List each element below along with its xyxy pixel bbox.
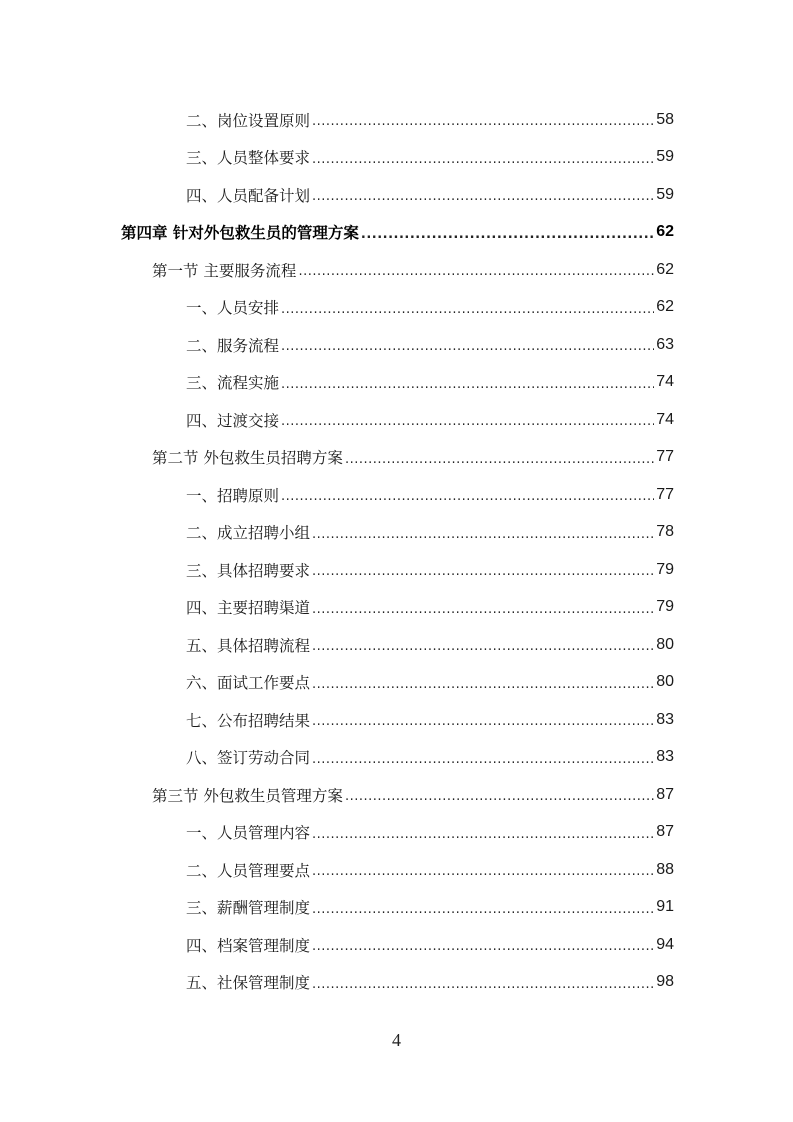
dot-leader	[345, 452, 654, 467]
page-number: 4	[392, 1030, 401, 1050]
dot-leader	[312, 564, 654, 579]
toc-entry-page: 98	[656, 973, 674, 990]
dot-leader	[361, 227, 654, 242]
toc-entry-title: 二、服务流程	[186, 336, 280, 355]
toc-entry-page: 59	[656, 148, 674, 165]
dot-leader	[281, 377, 654, 392]
toc-entry[interactable]	[186, 964, 674, 1001]
dot-leader	[312, 527, 654, 542]
toc-entry-page: 88	[656, 860, 674, 878]
toc-entry-page: 62	[656, 298, 674, 315]
dot-leader	[281, 489, 654, 504]
toc-entry-page: 79	[656, 598, 674, 615]
toc-entry-page: 80	[656, 635, 674, 653]
toc-entry[interactable]	[186, 101, 674, 138]
dot-leader	[312, 677, 654, 692]
toc-entry-title: 六、面试工作要点	[186, 674, 311, 692]
toc-entry-page: 74	[656, 373, 674, 390]
toc-entry-page: 63	[656, 335, 674, 353]
toc-entry-title: 二、岗位设置原则	[186, 111, 311, 130]
dot-leader	[298, 264, 654, 279]
toc-entry-title: 五、具体招聘流程	[186, 636, 311, 655]
toc-entry[interactable]	[186, 176, 674, 213]
toc-entry[interactable]	[186, 664, 674, 701]
toc-entry-page: 83	[656, 748, 674, 765]
toc-entry-page: 87	[656, 785, 674, 803]
toc-entry-title: 一、招聘原则	[186, 486, 280, 505]
dot-leader	[312, 189, 654, 204]
toc-entry-page: 74	[656, 410, 674, 428]
toc-entry[interactable]	[186, 739, 674, 776]
dot-leader	[345, 789, 654, 804]
toc-entry[interactable]	[186, 589, 674, 626]
dot-leader	[312, 752, 654, 767]
toc-entry-title: 四、档案管理制度	[186, 936, 311, 955]
toc-entry[interactable]	[186, 551, 674, 588]
toc-entry[interactable]	[186, 326, 674, 363]
toc-entry-title: 第二节 外包救生员招聘方案	[152, 449, 343, 467]
toc-entry-title: 三、薪酬管理制度	[186, 899, 311, 917]
toc-entry-page: 77	[656, 448, 674, 465]
toc-entry[interactable]	[186, 476, 674, 513]
toc-entry-title: 二、人员管理要点	[186, 861, 311, 880]
toc-entry-title: 八、签订劳动合同	[186, 749, 311, 767]
toc-entry-title: 三、具体招聘要求	[186, 561, 311, 580]
toc-entry[interactable]	[186, 851, 674, 888]
toc-entry-page: 80	[656, 673, 674, 690]
dot-leader	[281, 302, 654, 317]
toc-entry[interactable]	[186, 514, 674, 551]
toc-entry[interactable]	[186, 701, 674, 738]
toc-entry-title: 四、人员配备计划	[186, 186, 311, 205]
toc-entry-page: 78	[656, 523, 674, 540]
toc-entry-page: 94	[656, 935, 674, 953]
toc-entry-page: 87	[656, 823, 674, 840]
dot-leader	[312, 639, 654, 654]
toc-entry-title: 三、人员整体要求	[186, 149, 311, 167]
toc-entry-title: 四、过渡交接	[186, 411, 280, 430]
toc-entry-title: 二、成立招聘小组	[186, 524, 311, 542]
toc-entry-title: 第四章 针对外包救生员的管理方案	[121, 224, 359, 242]
toc-entry-title: 一、人员安排	[186, 299, 280, 317]
toc-entry[interactable]	[186, 926, 674, 963]
toc-entry[interactable]	[186, 626, 674, 663]
toc-entry[interactable]	[186, 814, 674, 851]
dot-leader	[312, 977, 654, 992]
dot-leader	[312, 114, 654, 129]
toc-chapter-entry[interactable]	[121, 214, 674, 251]
toc-entry-page: 59	[656, 185, 674, 203]
toc-entry-page: 62	[656, 260, 674, 278]
toc-entry-title: 七、公布招聘结果	[186, 711, 311, 730]
toc-entry-title: 三、流程实施	[186, 374, 280, 392]
dot-leader	[281, 339, 654, 354]
dot-leader	[312, 902, 654, 917]
toc-entry[interactable]	[186, 364, 674, 401]
toc-entry-page: 58	[656, 110, 674, 128]
dot-leader	[312, 714, 654, 729]
dot-leader	[312, 864, 654, 879]
toc-section-entry[interactable]	[152, 776, 674, 813]
toc-entry[interactable]	[186, 401, 674, 438]
toc-entry-title: 四、主要招聘渠道	[186, 599, 311, 617]
toc-entry-title: 第一节 主要服务流程	[152, 261, 297, 280]
toc-entry-page: 62	[656, 223, 674, 240]
toc-entry[interactable]	[186, 889, 674, 926]
toc-entry[interactable]	[186, 139, 674, 176]
toc-entry-page: 79	[656, 560, 674, 578]
dot-leader	[281, 414, 654, 429]
toc-section-entry[interactable]	[152, 251, 674, 288]
dot-leader	[312, 939, 654, 954]
toc-entry-title: 五、社保管理制度	[186, 974, 311, 992]
toc-section-entry[interactable]	[152, 439, 674, 476]
toc-entry-page: 91	[656, 898, 674, 915]
dot-leader	[312, 827, 654, 842]
toc-entry[interactable]	[186, 289, 674, 326]
dot-leader	[312, 602, 654, 617]
toc-entry-page: 83	[656, 710, 674, 728]
dot-leader	[312, 152, 654, 167]
toc-entry-page: 77	[656, 485, 674, 503]
toc-entry-title: 第三节 外包救生员管理方案	[152, 786, 343, 805]
toc-entry-title: 一、人员管理内容	[186, 824, 311, 842]
